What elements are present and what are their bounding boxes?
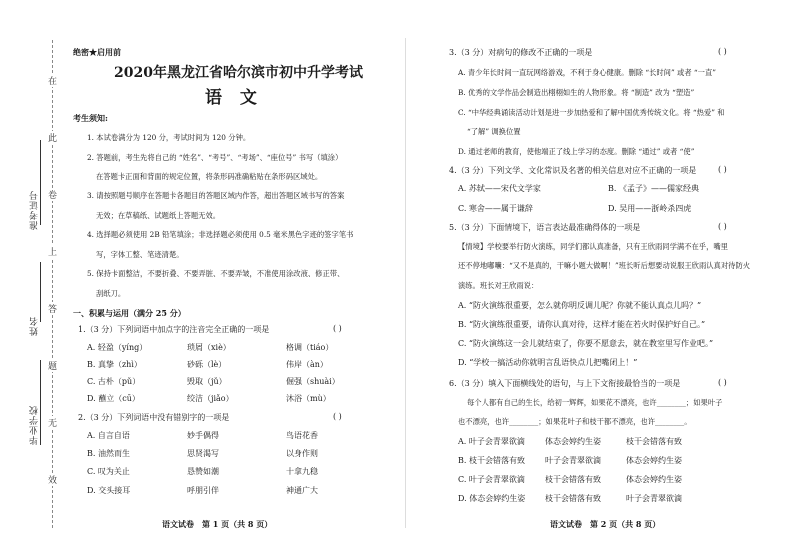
notice-line: 刮纸刀。 bbox=[96, 289, 126, 298]
q1-option: 倔强（shuài） bbox=[286, 377, 340, 386]
q2-option: C. 叹为关止 bbox=[87, 467, 130, 476]
q6-option: 叶子会青翠欲滴 bbox=[545, 456, 601, 465]
margin-char: 答 bbox=[48, 302, 57, 315]
q2-option: 十拿九稳 bbox=[286, 467, 318, 476]
q6-stem: 6.（3 分）填入下面横线处的语句，与上下文衔接最恰当的一项是 bbox=[449, 379, 681, 388]
q2-option: D. 交头接耳 bbox=[87, 486, 131, 495]
q2-stem: 2.（3 分）下列词语中没有错别字的一项是 bbox=[78, 413, 230, 422]
q6-option: 枝干会错落有致 bbox=[545, 494, 601, 503]
q2-option: 妙手偶得 bbox=[187, 431, 219, 440]
exam-id-line bbox=[40, 140, 41, 225]
notice-line: 4. 选择题必须使用 2B 铅笔填涂；非选择题必须使用 0.5 毫米黑色字迹的签字笔书 bbox=[87, 230, 354, 239]
q6-option: 叶子会青翠欲滴 bbox=[626, 494, 682, 503]
q2-option: B. 油然而生 bbox=[87, 449, 130, 458]
q6-option: B. 枝干会错落有致 bbox=[458, 456, 525, 465]
q2-option: A. 自言自语 bbox=[87, 431, 130, 440]
section-title: 一、积累与运用（满分 25 分） bbox=[73, 308, 186, 318]
name-label: 姓名 bbox=[30, 316, 40, 336]
q4-option: A. 苏轼——宋代文学家 bbox=[458, 184, 541, 193]
margin-char: 在 bbox=[48, 74, 57, 87]
q6-option: 体态会婷约生姿 bbox=[626, 456, 682, 465]
margin-char: 此 bbox=[48, 131, 57, 144]
q6-option: 枝干会错落有致 bbox=[545, 475, 601, 484]
q1-option: 绞洁（jiǎo） bbox=[187, 394, 234, 403]
notice-line: 1. 本试卷满分为 120 分，考试时间为 120 分钟。 bbox=[87, 133, 251, 142]
q2-option: 鸟语花香 bbox=[286, 431, 318, 440]
q1-option: 毁取（jǔ） bbox=[187, 377, 227, 386]
q1-stem: 1.（3 分）下列词语中加点字的注音完全正确的一项是 bbox=[78, 325, 270, 334]
margin-char: 卷 bbox=[48, 188, 57, 201]
q1-option: 格调（tiáo） bbox=[286, 343, 334, 352]
q3-option: C. “中华经典诵读活动计划是进一步加热爱和了解中国优秀传统文化。将 “热爱” 和 bbox=[458, 108, 725, 117]
q1-option: 伟岸（àn） bbox=[286, 360, 328, 369]
q2-option: 以身作则 bbox=[286, 449, 318, 458]
secret-tag: 绝密★启用前 bbox=[73, 47, 121, 57]
q3-option: D. 通过老师的教育，使他端正了线上学习的态度。删除 “通过” 或者 “使” bbox=[458, 147, 695, 156]
exam-id-label: 准考证号 bbox=[30, 190, 40, 230]
q3-answer-paren: ( ) bbox=[718, 47, 727, 56]
q1-option: C. 古朴（pǔ） bbox=[87, 377, 141, 386]
q5-context: 还不停地嘟囔：“又不是真的，干嘛小题大做啊！”班长听后想要动说服王欣雨认真对待防火 bbox=[458, 261, 751, 270]
q6-option: C. 叶子会青翠欲滴 bbox=[458, 475, 525, 484]
margin-char: 效 bbox=[48, 473, 57, 486]
q3-option: B. 优秀的文学作品会制造出栩栩如生的人物形象。将 “制造” 改为 “塑造” bbox=[458, 88, 695, 97]
seal-line bbox=[52, 40, 53, 528]
q2-option: 呼朋引伴 bbox=[187, 486, 219, 495]
q5-context: 演练。班长对王欣雨说： bbox=[458, 281, 539, 290]
notice-line: 无效；在草稿纸、试题纸上答题无效。 bbox=[96, 211, 221, 220]
q4-option: D. 吴用——浙岭杀四虎 bbox=[608, 204, 692, 213]
notice-line: 3. 请按照题号顺序在答题卡各题目的答题区域内作答，超出答题区域书写的答案 bbox=[87, 191, 345, 200]
name-line bbox=[40, 262, 41, 322]
school-label: 毕业学校 bbox=[30, 405, 40, 445]
q5-option: A. “防火演练很重要，怎么就你明反调儿呢？你就不能认真点儿吗？” bbox=[458, 301, 702, 310]
q2-answer-paren: ( ) bbox=[333, 412, 342, 421]
q5-answer-paren: ( ) bbox=[718, 222, 727, 231]
notice-line: 2. 答题前，考生先将自己的 “姓名”、“考号”、“考场”、“座位号” 书写（填涂） bbox=[87, 153, 343, 162]
q6-option: 体态会婷约生姿 bbox=[545, 437, 601, 446]
q6-option: D. 体态会婷约生姿 bbox=[458, 494, 526, 503]
q1-option: 沐浴（mù） bbox=[286, 394, 331, 403]
q2-option: 神通广大 bbox=[286, 486, 318, 495]
q5-stem: 5.（3 分）下面情境下，语言表达最准确得体的一项是 bbox=[449, 223, 641, 232]
page-footer-right: 语文试卷 第 2 页（共 8 页） bbox=[550, 519, 661, 529]
q5-option: D. “学校一搞活动你就明言乱语快点儿把嘴闭上！” bbox=[458, 358, 638, 367]
page-divider bbox=[405, 38, 406, 528]
q5-context: 【情境】学校要举行防火演练，同学们都认真准备，只有王欣雨同学满不在乎，嘴里 bbox=[458, 242, 728, 251]
q5-option: C. “防火演练这一会儿就结束了，你要不愿意去，就在教室里写作业吧。” bbox=[458, 339, 714, 348]
q3-option: A. 青少年长时间一直玩网络游戏，不利于身心健康。删除 “长时间” 或者 “一直” bbox=[458, 68, 716, 77]
q4-option: B. 《孟子》——儒家经典 bbox=[608, 184, 699, 193]
q1-answer-paren: ( ) bbox=[333, 324, 342, 333]
q1-option: B. 真挚（zhì） bbox=[87, 360, 142, 369]
q2-option: 思贤渴写 bbox=[187, 449, 219, 458]
notice-line: 在答题卡正面和背面的规定位置，将条形码准确粘贴在条形码区域处。 bbox=[96, 172, 323, 181]
q1-option: 琐屑（xiè） bbox=[187, 343, 231, 352]
q3-option: “了解” 调换位置 bbox=[467, 127, 521, 136]
notice-line: 5. 保持卡面整洁，不要折叠、不要弄脏、不要弄皱，不准使用涂改液、修正带、 bbox=[87, 269, 345, 278]
q5-option: B. “防火演练很重要，请你认真对待，这样才能在若火时保护好自己。” bbox=[458, 320, 706, 329]
notice-line: 写，字体工整、笔迹清楚。 bbox=[96, 250, 184, 259]
margin-char: 无 bbox=[48, 416, 57, 429]
margin-char: 题 bbox=[48, 359, 57, 372]
q2-option: 恳赞如潮 bbox=[187, 467, 219, 476]
exam-title: 2020年黑龙江省哈尔滨市初中升学考试 bbox=[114, 65, 363, 81]
page-footer-left: 语文试卷 第 1 页（共 8 页） bbox=[162, 519, 273, 529]
q1-option: D. 蘸立（cū） bbox=[87, 394, 140, 403]
q6-answer-paren: ( ) bbox=[718, 378, 727, 387]
notice-title: 考生须知: bbox=[73, 113, 108, 123]
q6-option: 体态会婷约生姿 bbox=[626, 475, 682, 484]
school-line bbox=[40, 360, 41, 445]
q6-passage: 也不漂亮，也许________；如果花叶子和枝干都不漂亮，也许________。 bbox=[458, 417, 692, 426]
q1-option: 砂砾（lè） bbox=[187, 360, 227, 369]
q6-passage: 每个人都有自己的生长，给初一辉辉，如果花不漂亮，也许________；如果叶子 bbox=[467, 398, 723, 407]
q4-answer-paren: ( ) bbox=[718, 165, 727, 174]
q6-option: A. 叶子会青翠欲滴 bbox=[458, 437, 525, 446]
q1-option: A. 轻盈（yíng） bbox=[87, 343, 148, 352]
q3-stem: 3.（3 分）对病句的修改不正确的一项是 bbox=[449, 48, 593, 57]
q4-stem: 4.（3 分）下列文学、文化常识及名著的相关信息对应不正确的一项是 bbox=[449, 166, 697, 175]
subject-title: 语 文 bbox=[205, 88, 263, 108]
q4-option: C. 寒舍——属于谦辞 bbox=[458, 204, 533, 213]
margin-char: 上 bbox=[48, 245, 57, 258]
q6-option: 枝干会错落有致 bbox=[626, 437, 682, 446]
